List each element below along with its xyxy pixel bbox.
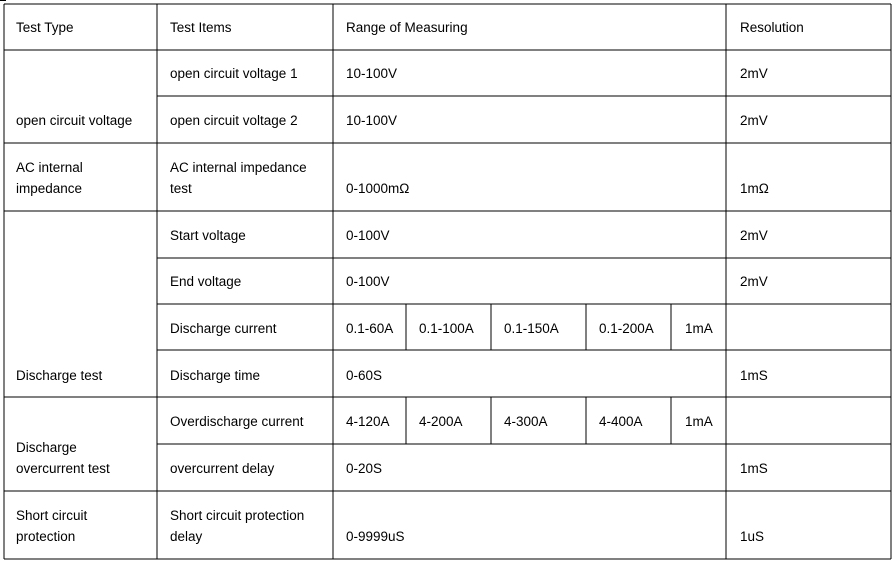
row-overcurrent-delay-item: overcurrent delay (170, 461, 275, 476)
row-ocv2-resolution: 2mV (740, 113, 768, 128)
row-discharge-current-range-4: 0.1-200A (599, 321, 654, 336)
group-overcurrent-type-line1: Discharge (16, 440, 77, 455)
corner-mark (0, 0, 6, 5)
group-acir-type-line1: AC internal (16, 160, 83, 175)
group-ocv-type: open circuit voltage (16, 113, 133, 128)
row-discharge-current-range-2: 0.1-100A (419, 321, 474, 336)
row-overdischarge-current-item: Overdischarge current (170, 414, 304, 429)
row-start-voltage-resolution: 2mV (740, 228, 768, 243)
row-start-voltage-item: Start voltage (170, 228, 246, 243)
row-discharge-current-resolution: 1mA (685, 321, 713, 336)
row-overcurrent-delay-resolution: 1mS (740, 461, 768, 476)
row-overdischarge-current-range-4: 4-400A (599, 414, 643, 429)
row-discharge-time-resolution: 1mS (740, 368, 768, 383)
row-ocv1-item: open circuit voltage 1 (170, 66, 298, 81)
row-overdischarge-current-resolution: 1mA (685, 414, 713, 429)
row-acir-range: 0-1000mΩ (346, 181, 410, 196)
row-overdischarge-current-range-3: 4-300A (504, 414, 548, 429)
row-acir-item-line2: test (170, 181, 192, 196)
row-short-delay-resolution: 1uS (740, 529, 765, 544)
row-acir-item-line1: AC internal impedance (170, 160, 307, 175)
group-short-type-line1: Short circuit (16, 508, 88, 523)
group-discharge-type: Discharge test (16, 368, 103, 383)
header-resolution: Resolution (740, 20, 804, 35)
header-range: Range of Measuring (346, 20, 468, 35)
row-overcurrent-delay-range: 0-20S (346, 461, 383, 476)
row-discharge-current-range-3: 0.1-150A (504, 321, 559, 336)
row-acir-resolution: 1mΩ (740, 181, 769, 196)
row-discharge-time-item: Discharge time (170, 368, 261, 383)
row-start-voltage-range: 0-100V (346, 228, 390, 243)
row-ocv1-range: 10-100V (346, 66, 398, 81)
row-short-delay-range: 0-9999uS (346, 529, 405, 544)
row-discharge-current-item: Discharge current (170, 321, 277, 336)
row-end-voltage-range: 0-100V (346, 274, 390, 289)
header-test-items: Test Items (170, 20, 232, 35)
group-short-type-line2: protection (16, 529, 76, 544)
row-ocv2-item: open circuit voltage 2 (170, 113, 298, 128)
group-overcurrent-type-line2: overcurrent test (16, 461, 110, 476)
row-ocv2-range: 10-100V (346, 113, 398, 128)
row-discharge-time-range: 0-60S (346, 368, 383, 383)
row-overdischarge-current-range-1: 4-120A (346, 414, 390, 429)
row-ocv1-resolution: 2mV (740, 66, 768, 81)
row-end-voltage-resolution: 2mV (740, 274, 768, 289)
group-acir-type-line2: impedance (16, 181, 83, 196)
row-short-delay-item-line2: delay (170, 529, 203, 544)
row-end-voltage-item: End voltage (170, 274, 242, 289)
header-test-type: Test Type (16, 20, 74, 35)
row-overdischarge-current-range-2: 4-200A (419, 414, 463, 429)
row-short-delay-item-line1: Short circuit protection (170, 508, 305, 523)
row-discharge-current-range-1: 0.1-60A (346, 321, 394, 336)
